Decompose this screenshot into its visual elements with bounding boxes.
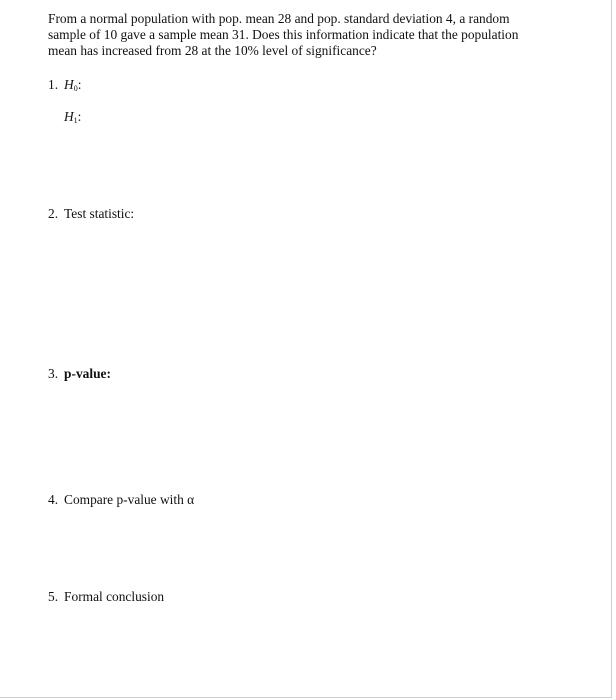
step-number: 1. (48, 77, 59, 92)
hypothesis-symbol: H (64, 77, 74, 92)
step-number: 4. (48, 492, 59, 507)
alternative-hypothesis (64, 109, 81, 129)
step-4-compare (48, 492, 194, 508)
step-number: 2. (48, 206, 59, 221)
problem-line: sample of 10 gave a sample mean 31. Does this information indicate that the population (48, 26, 519, 42)
hypothesis-subscript: 1 (73, 116, 78, 125)
problem-line: mean has increased from 28 at the 10% level of significance? (48, 42, 377, 58)
step-label: Test statistic: (64, 206, 135, 221)
step-number: 5. (48, 589, 59, 604)
hypothesis-subscript: 0 (73, 84, 78, 93)
null-hypothesis-label (64, 77, 78, 92)
step-5-formal-conclusion (48, 589, 164, 605)
hypothesis-symbol: H (64, 109, 74, 124)
hypothesis-colon: : (77, 109, 82, 124)
step-number: 3. (48, 366, 59, 381)
step-label: p-value: (64, 366, 111, 381)
step-1-null-hypothesis (48, 77, 81, 97)
problem-statement (48, 11, 568, 58)
step-label: Formal conclusion (64, 589, 165, 604)
problem-line: From a normal population with pop. mean 28 and pop. standard deviation 4, a random (48, 11, 510, 26)
hypothesis-colon: : (77, 77, 82, 92)
step-3-p-value (48, 366, 111, 382)
alternative-hypothesis-label (64, 109, 78, 124)
step-2-test-statistic (48, 206, 134, 222)
step-label: Compare p-value with α (64, 492, 195, 507)
